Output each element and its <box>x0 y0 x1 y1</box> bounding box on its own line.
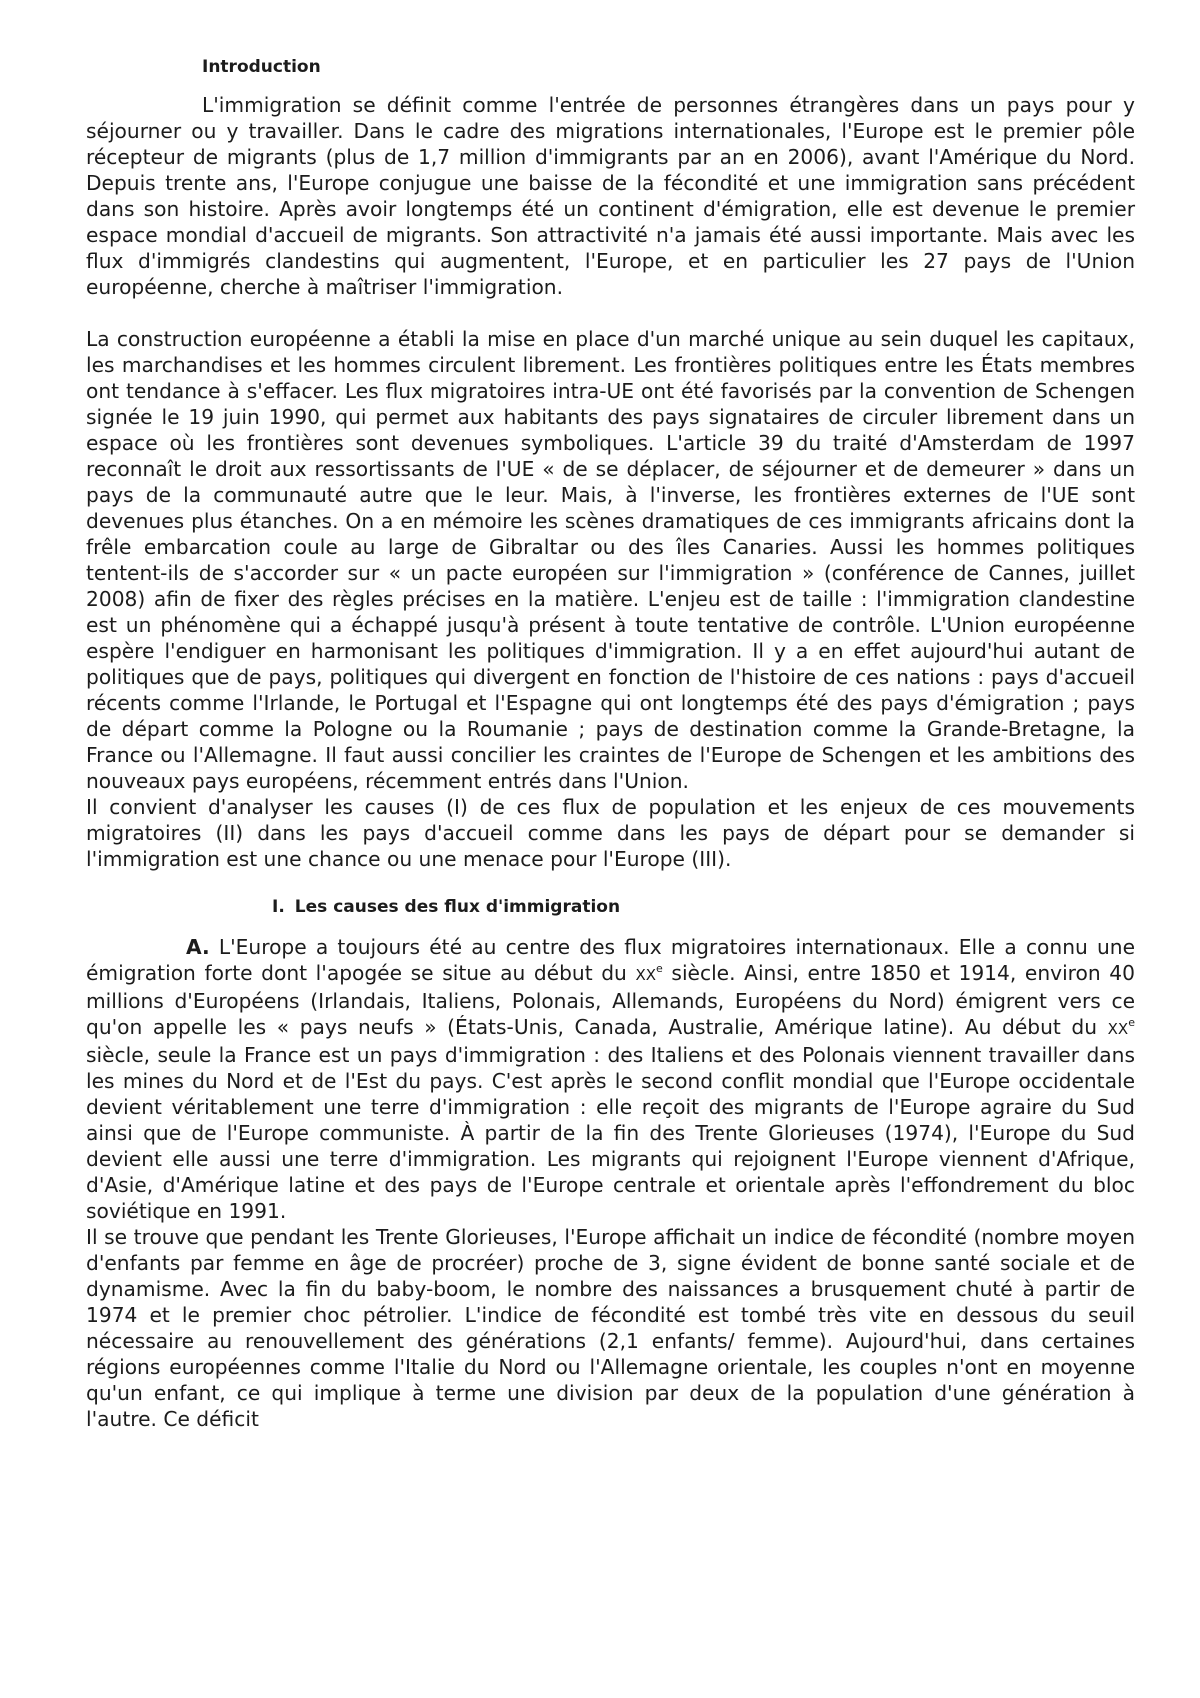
subsection-letter: A. <box>186 935 210 959</box>
section-paragraph-a <box>86 934 1135 1224</box>
para-a-part-1: L'Europe a toujours été au centre des flux migratoires internationaux. Elle a connu une émigration forte dont l'apogée se situe au début du <box>86 935 1135 985</box>
century-sup-2: e <box>1128 1016 1135 1029</box>
intro-paragraph-1: L'immigration se définit comme l'entrée de personnes étrangères dans un pays pour y séjourner ou y travailler. Dans le cadre des migrations internationales, l'Europe est le premier pôle récepteur de migrants (plus de 1,7 million d'immigrants par an en 2006), avant l'Amérique du Nord. Depuis trente ans, l'Europe conjugue une baisse de la fécondité et une immigration sans précédent dans son histoire. Après avoir longtemps été un continent d'émigration, elle est devenue le premier espace mondial d'accueil de migrants. Son attractivité n'a jamais été aussi importante. Mais avec les flux d'immigrés clandestins qui augmentent, l'Europe, et en particulier les 27 pays de l'Union européenne, cherche à maîtriser l'immigration. <box>86 93 1135 299</box>
intro-paragraph-3: Il convient d'analyser les causes (I) de ces flux de population et les enjeux de ces mouvements migratoires (II) dans les pays d'accueil comme dans les pays de départ pour se demander si l'immigration est une chance ou une menace pour l'Europe (III). <box>86 795 1135 871</box>
century-roman-1: XX <box>635 966 657 984</box>
document-page <box>86 54 1135 1432</box>
century-roman-2: XX <box>1107 1020 1129 1038</box>
introduction-heading: Introduction <box>202 57 321 77</box>
century-sup-1: e <box>656 962 663 975</box>
section-number: I. <box>272 897 285 917</box>
intro-paragraph-2: La construction européenne a établi la mise en place d'un marché unique au sein duquel les capitaux, les marchandises et les hommes circulent librement. Les frontières politiques entre les États membres ont tendance à s'effacer. Les flux migratoires intra-UE ont été favorisés par la convention de Schengen signée le 19 juin 1990, qui permet aux habitants des pays signataires de circuler librement dans un espace où les frontières sont devenues symboliques. L'article 39 du traité d'Amsterdam de 1997 reconnaît le droit aux ressortissants de l'UE « de se déplacer, de séjourner et de demeurer » dans un pays de la communauté autre que le leur. Mais, à l'inverse, les frontières externes de l'UE sont devenues plus étanches. On a en mémoire les scènes dramatiques de ces immigrants africains dont la frêle embarcation coule au large de Gibraltar ou des îles Canaries. Aussi les hommes politiques tentent-ils de s'accorder sur « un pacte européen sur l'immigration » (conférence de Cannes, juillet 2008) afin de fixer des règles précises en la matière. L'enjeu est de taille : l'immigration clandestine est un phénomène qui a échappé jusqu'à présent à toute tentative de contrôle. L'Union européenne espère l'endiguer en harmonisant les politiques d'immigration. Il y a en effet aujourd'hui autant de politiques que de pays, politiques qui divergent en fonction de l'histoire de ces nations : pays d'accueil récents comme l'Irlande, le Portugal et l'Espagne qui ont longtemps été des pays d'émigration ; pays de départ comme la Pologne ou la Roumanie ; pays de destination comme la Grande-Bretagne, la France ou l'Allemagne. Il faut aussi concilier les craintes de l'Europe de Schengen et les ambitions des nouveaux pays européens, récemment entrés dans l'Union. <box>86 327 1135 793</box>
section-title: Les causes des flux d'immigration <box>294 897 621 917</box>
para-a-part-2: siècle. Ainsi, entre 1850 et 1914, environ 40 millions d'Européens (Irlandais, Italiens, Polonais, Allemands, Européens du Nord) émigrent vers ce qu'on appelle les « pays neufs » (États-Unis, Canada, Australie, Amérique latine). Au début du <box>86 961 1135 1039</box>
section-paragraph-b: Il se trouve que pendant les Trente Glorieuses, l'Europe affichait un indice de fécondité (nombre moyen d'enfants par femme en âge de procréer) proche de 3, signe évident de bonne santé sociale et de dynamisme. Avec la fin du baby-boom, le nombre des naissances a brusquement chuté à partir de 1974 et le premier choc pétrolier. L'indice de fécondité est tombé très vite en dessous du seuil nécessaire au renouvellement des générations (2,1 enfants/ femme). Aujourd'hui, dans certaines régions européennes comme l'Italie du Nord ou l'Allemagne orientale, les couples n'ont en moyenne qu'un enfant, ce qui implique à terme une division par deux de la population d'une génération à l'autre. Ce déficit <box>86 1225 1135 1431</box>
para-a-part-3: siècle, seule la France est un pays d'immigration : des Italiens et des Polonais viennent travailler dans les mines du Nord et de l'Est du pays. C'est après le second conflit mondial que l'Europe occidentale devient véritablement une terre d'immigration : elle reçoit des migrants de l'Europe agraire du Sud ainsi que de l'Europe communiste. À partir de la fin des Trente Glorieuses (1974), l'Europe du Sud devient elle aussi une terre d'immigration. Les migrants qui rejoignent l'Europe viennent d'Afrique, d'Asie, d'Amérique latine et des pays de l'Europe centrale et orientale après l'effondrement du bloc soviétique en 1991. <box>86 1043 1135 1223</box>
section-heading <box>272 894 1135 920</box>
